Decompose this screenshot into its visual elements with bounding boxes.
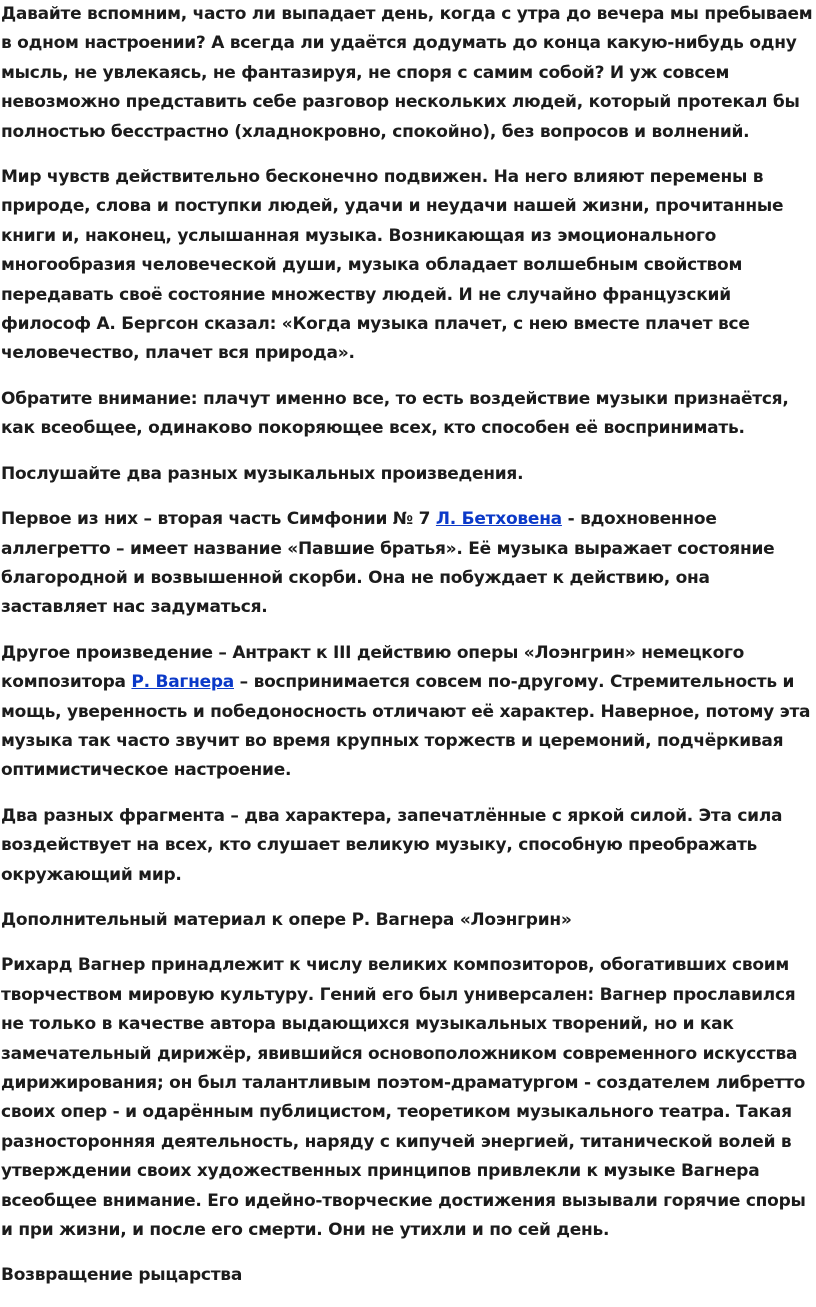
paragraph-world-of-feelings: Мир чувств действительно бесконечно подвижен. На него влияют перемены в природе, слова и поступки людей, удачи и неудачи нашей жизни, прочитанные книги и, наконец, услышанная музыка. Возникающая из эмоционального многообразия человеческой души, музыка обладает волшебным свойством передавать своё состояние множеству людей. И не случайно французский философ А. Бергсон сказал: «Когда музыка плачет, с нею вместе плачет все человечество, плачет вся природа». — [1, 167, 784, 364]
paragraph-two-fragments: Два разных фрагмента – два характера, запечатлённые с яркой силой. Эта сила воздействует на всех, кто слушает великую музыку, способную преображать окружающий мир. — [1, 805, 783, 885]
paragraph-intro: Давайте вспомним, часто ли выпадает день, когда с утра до вечера мы пребываем в одном настроении? А всегда ли удаётся додумать до конца какую-нибудь одну мысль, не увлекаясь, не фантазируя, не споря с самим собой? И уж совсем невозможно представить себе разговор нескольких людей, который протекал бы полностью бесстрастно (хладнокровно, спокойно), без вопросов и волнений. — [1, 4, 813, 142]
paragraph-attention: Обратите внимание: плачут именно все, то есть воздействие музыки признаётся, как всеобщее, одинаково покоряющее всех, кто способен её воспринимать. — [1, 388, 789, 439]
section-heading-additional-material: Дополнительный материал к опере Р. Вагнера «Лоэнгрин» — [1, 909, 572, 930]
paragraph-listen: Послушайте два разных музыкальных произведения. — [1, 463, 524, 484]
paragraph-richard-wagner: Рихард Вагнер принадлежит к числу великих композиторов, обогативших своим творчеством мировую культуру. Гений его был универсален: Вагнер прославился не только в качестве автора выдающихся музыкальных творений, но и как замечательный дирижёр, явившийся основоположником современного искусства дирижирования; он был талантливым поэтом-драматургом - создателем либретто своих опер - и одарённым публицистом, теоретиком музыкального театра. Такая разносторонняя деятельность, наряду с кипучей энергией, титанической волей в утверждении своих художественных принципов привлекли к музыке Вагнера всеобщее внимание. Его идейно-творческие достижения вызывали горячие споры и при жизни, и после его смерти. Они не утихли и по сей день. — [1, 955, 806, 1241]
paragraph-wagner — [1, 639, 814, 786]
wagner-link[interactable]: Р. Вагнера — [131, 672, 234, 693]
beethoven-text-after: - вдохновенное аллегретто – имеет название «Павшие братья». Её музыка выражает состояние благородной и возвышенной скорби. Она не побуждает к действию, она заставляет нас задуматься. — [1, 509, 775, 618]
section-heading-return-of-chivalry: Возвращение рыцарства — [1, 1265, 243, 1286]
beethoven-link[interactable]: Л. Бетховена — [435, 509, 562, 530]
wagner-text-before: Другое произведение – Антракт к III действию оперы «Лоэнгрин» немецкого композитора — [1, 642, 745, 693]
wagner-text-after: – воспринимается совсем по-другому. Стремительность и мощь, уверенность и победоносность отличают её характер. Наверное, потому эта музыка так часто звучит во время крупных торжеств и церемоний, подчёркивая оптимистическое настроение. — [1, 672, 811, 781]
beethoven-text-before: Первое из них – вторая часть Симфонии № 7 — [1, 509, 436, 530]
paragraph-beethoven — [1, 505, 814, 623]
